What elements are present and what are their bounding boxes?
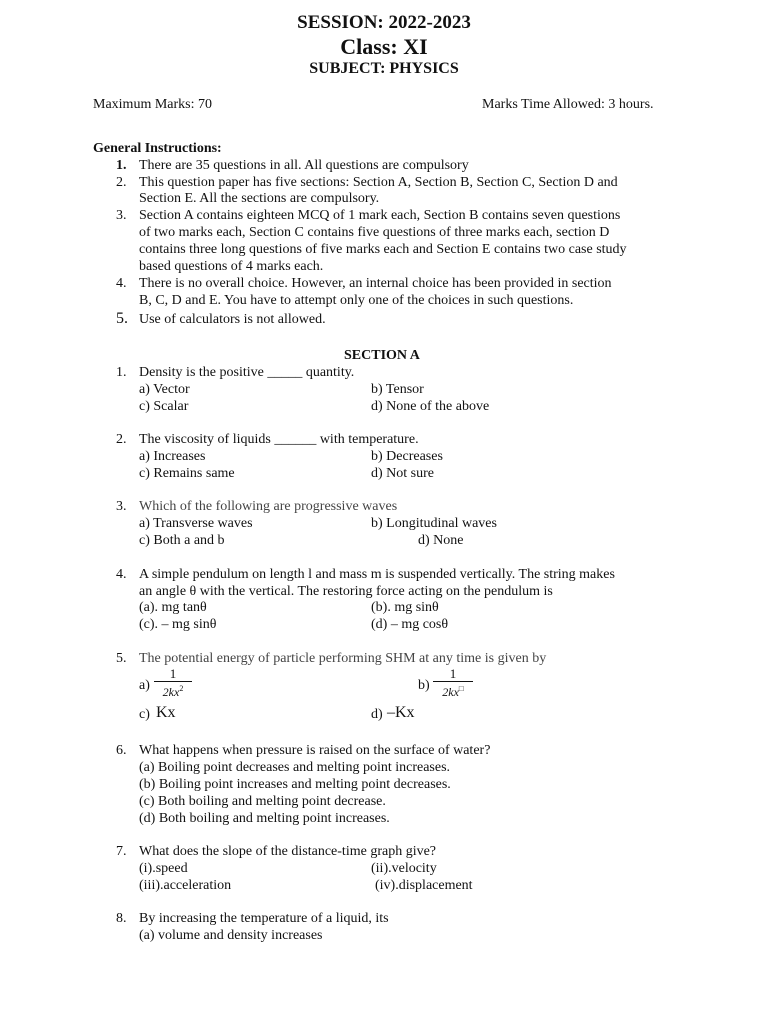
option-a: (a). mg tanθ — [139, 600, 207, 615]
question-number: 2. — [116, 432, 127, 447]
question-text: The viscosity of liquids ______ with temperature. — [139, 432, 419, 447]
instruction-text: There is no overall choice. However, an internal choice has been provided in section — [139, 276, 612, 291]
option-c-label: c) — [139, 707, 150, 722]
option-b: (ii).velocity — [371, 861, 437, 876]
fraction-numerator: 1 — [433, 667, 473, 682]
class-title: Class: XI — [340, 34, 428, 59]
instruction-text: Section A contains eighteen MCQ of 1 mark each, Section B contains seven questions — [139, 208, 621, 223]
fraction-denominator: $2kx^2$ — [162, 684, 184, 699]
question-number: 4. — [116, 567, 127, 582]
question-text: What happens when pressure is raised on the surface of water? — [139, 743, 491, 758]
instruction-number: 1. — [116, 158, 127, 173]
instruction-text: B, C, D and E. You have to attempt only one of the choices in such questions. — [139, 293, 574, 308]
question-text: Density is the positive _____ quantity. — [139, 365, 355, 380]
question-text: The potential energy of particle performing SHM at any time is given by — [139, 651, 547, 666]
option-c: (c) Both boiling and melting point decrease. — [139, 794, 386, 809]
option-a: a) Increases — [139, 449, 206, 464]
option-b: b) Decreases — [371, 449, 443, 464]
question-text: A simple pendulum on length l and mass m is suspended vertically. The string makes — [139, 567, 615, 582]
max-marks: Maximum Marks: 70 — [93, 97, 212, 112]
option-c: (iii).acceleration — [139, 878, 232, 893]
instruction-text: This question paper has five sections: Section A, Section B, Section C, Section D and — [139, 175, 618, 190]
option-a: (i).speed — [139, 861, 188, 876]
question-number: 5. — [116, 651, 127, 666]
question-text: Which of the following are progressive waves — [139, 499, 398, 514]
option-d: d) None of the above — [371, 399, 490, 414]
option-b-fraction — [433, 667, 473, 699]
question-number: 8. — [116, 911, 127, 926]
option-d: (iv).displacement — [375, 878, 473, 893]
subject-title: SUBJECT: PHYSICS — [309, 60, 459, 77]
session-title: SESSION: 2022-2023 — [297, 12, 471, 33]
option-d: (d) – mg cosθ — [371, 617, 449, 632]
option-d-label: d) — [371, 707, 383, 722]
option-c: c) Remains same — [139, 466, 235, 481]
option-c: (c). – mg sinθ — [139, 617, 217, 632]
question-text: an angle θ with the vertical. The restoring force acting on the pendulum is — [139, 584, 553, 599]
instruction-number: 5. — [116, 310, 128, 327]
question-text: What does the slope of the distance-time graph give? — [139, 844, 437, 859]
option-d-value: –Kx — [387, 704, 415, 721]
instruction-number: 4. — [116, 276, 127, 291]
question-text: By increasing the temperature of a liquid, its — [139, 911, 389, 926]
option-a: a) Transverse waves — [139, 516, 253, 531]
instruction-text: Section E. All the sections are compulsory. — [139, 191, 380, 206]
option-d: d) Not sure — [371, 466, 434, 481]
option-c-value: Kx — [156, 704, 176, 721]
option-a-label: a) — [139, 678, 150, 693]
option-a: (a) Boiling point decreases and melting point increases. — [139, 760, 451, 775]
instructions-heading: General Instructions: — [93, 141, 222, 156]
option-a: a) Vector — [139, 382, 190, 397]
option-c: c) Scalar — [139, 399, 189, 414]
instruction-text: based questions of 4 marks each. — [139, 259, 324, 274]
option-b: b) Longitudinal waves — [371, 516, 497, 531]
option-d: (d) Both boiling and melting point increases. — [139, 811, 390, 826]
question-number: 7. — [116, 844, 127, 859]
question-number: 1. — [116, 365, 127, 380]
option-d: d) None — [418, 533, 464, 548]
fraction-numerator: 1 — [154, 667, 192, 682]
instruction-text: contains three long questions of five marks each and Section E contains two case study — [139, 242, 627, 257]
option-b: (b) Boiling point increases and melting point decreases. — [139, 777, 451, 792]
option-a-fraction — [154, 667, 192, 699]
instruction-text: of two marks each, Section C contains five questions of three marks each, section D — [139, 225, 610, 240]
instruction-number: 2. — [116, 175, 127, 190]
exponent: 2 — [179, 684, 184, 693]
section-a-title: SECTION A — [344, 348, 420, 363]
option-c: c) Both a and b — [139, 533, 225, 548]
option-a: (a) volume and density increases — [139, 928, 323, 943]
instruction-text: Use of calculators is not allowed. — [139, 312, 326, 327]
option-b: b) Tensor — [371, 382, 424, 397]
option-b: (b). mg sinθ — [371, 600, 439, 615]
option-b-label: b) — [418, 678, 430, 693]
time-allowed: Marks Time Allowed: 3 hours. — [482, 97, 654, 112]
instruction-number: 3. — [116, 208, 127, 223]
question-number: 3. — [116, 499, 127, 514]
instruction-text: There are 35 questions in all. All questions are compulsory — [139, 158, 469, 173]
question-number: 6. — [116, 743, 127, 758]
fraction-denominator: 2kx□ — [442, 684, 464, 699]
exponent: □ — [458, 684, 464, 693]
